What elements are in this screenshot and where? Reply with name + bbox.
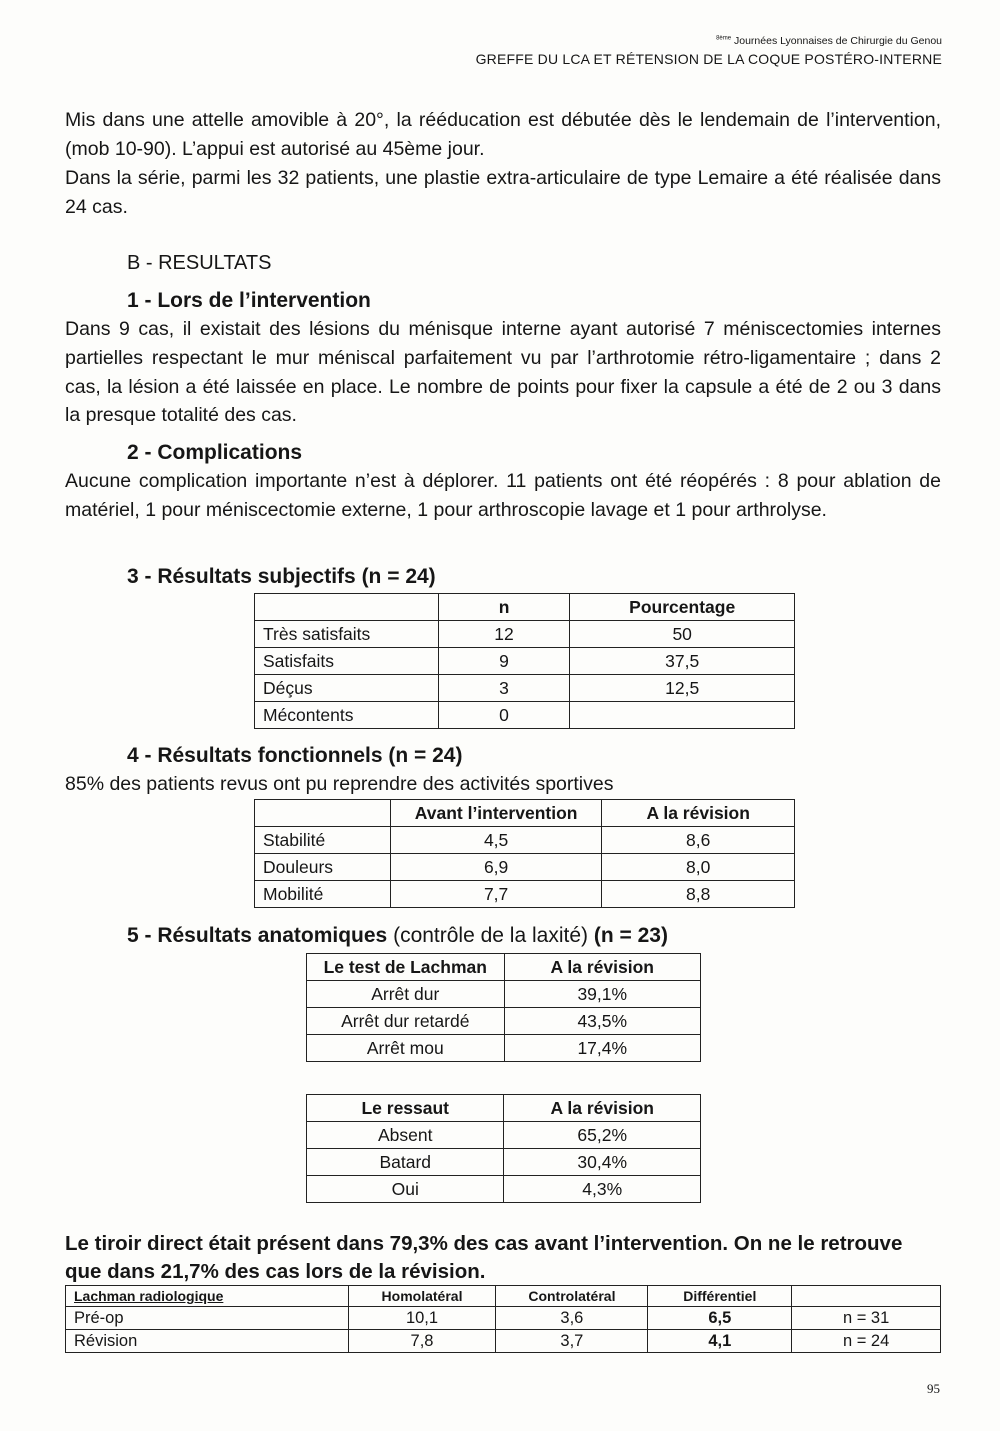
subheading-intervention: 1 - Lors de l’intervention — [127, 289, 371, 312]
cell-value: 4,5 — [390, 827, 602, 854]
sports-note: 85% des patients revus ont pu reprendre des activités sportives — [65, 773, 614, 795]
cell-value: 12,5 — [570, 675, 795, 702]
table-row — [307, 981, 701, 1008]
row-label: Oui — [307, 1176, 504, 1203]
table-ressaut — [306, 1094, 701, 1203]
subheading-anatomical-results: 5 - Résultats anatomiques (contrôle de la laxité) (n = 23) — [127, 924, 668, 947]
table-functional-results — [254, 799, 795, 908]
cell-value: 0 — [438, 702, 570, 729]
cell-value: 4,3% — [504, 1176, 701, 1203]
cell-value: 12 — [438, 621, 570, 648]
header-cell: Homolatéral — [348, 1286, 496, 1307]
intro-paragraph-1: Mis dans une attelle amovible à 20°, la rééducation est débutée dès le lendemain de l’intervention, (mob 10-90). L’appui est autorisé au 45ème jour. — [65, 109, 941, 160]
cell-value: 9 — [438, 648, 570, 675]
header-cell: Différentiel — [648, 1286, 792, 1307]
page-number: 95 — [927, 1381, 940, 1396]
cell-value: 10,1 — [348, 1307, 496, 1330]
cell-value: 8,0 — [602, 854, 795, 881]
cell-value-differential: 6,5 — [648, 1307, 792, 1330]
header-cell: A la révision — [504, 954, 700, 981]
row-label: Batard — [307, 1149, 504, 1176]
table-row — [307, 1122, 701, 1149]
row-label: Pré-op — [66, 1307, 349, 1330]
cell-value: 7,7 — [390, 881, 602, 908]
cell-value: 8,8 — [602, 881, 795, 908]
subheading-functional-results: 4 - Résultats fonctionnels (n = 24) — [127, 744, 463, 767]
cell-value: 50 — [570, 621, 795, 648]
cell-value: 43,5% — [504, 1008, 700, 1035]
running-header-title: GREFFE DU LCA ET RÉTENSION DE LA COQUE POSTÉRO-INTERNE — [475, 51, 942, 67]
row-label: Arrêt dur — [307, 981, 505, 1008]
table-row — [255, 648, 795, 675]
cell-value: 65,2% — [504, 1122, 701, 1149]
intro-paragraph-2: Dans la série, parmi les 32 patients, une plastie extra-articulaire de type Lemaire a été réalisée dans 24 cas. — [65, 167, 941, 218]
table-header-row — [255, 594, 795, 621]
table-row — [255, 827, 795, 854]
header-cell: Le test de Lachman — [307, 954, 505, 981]
header-cell: A la révision — [504, 1095, 701, 1122]
table-row — [255, 881, 795, 908]
row-label: Douleurs — [255, 854, 391, 881]
cell-value: 37,5 — [570, 648, 795, 675]
cell-value-differential: 4,1 — [648, 1330, 792, 1353]
table-row — [66, 1307, 941, 1330]
row-label: Mécontents — [255, 702, 439, 729]
header-cell — [255, 800, 391, 827]
row-label: Arrêt dur retardé — [307, 1008, 505, 1035]
cell-value: 3 — [438, 675, 570, 702]
table-header-row — [307, 954, 701, 981]
paragraph-intervention: Dans 9 cas, il existait des lésions du ménisque interne ayant autorisé 7 méniscectomies internes partielles respectant le mur méniscal parfaitement vu par l’arthrotomie rétro-ligamentaire ; dans 2 cas, la lésion a été laissée en place. Le nombre de points pour fixer la capsule a été de 2 ou 3 dans la presque totalité des cas. — [65, 318, 941, 427]
table-row — [255, 621, 795, 648]
cell-value-count: n = 31 — [792, 1307, 941, 1330]
row-label: Arrêt mou — [307, 1035, 505, 1062]
header-cell: n — [438, 594, 570, 621]
header-cell: Lachman radiologique — [66, 1286, 349, 1307]
cell-value-count: n = 24 — [792, 1330, 941, 1353]
cell-value: 3,6 — [496, 1307, 648, 1330]
table-header-row — [66, 1286, 941, 1307]
section-heading-resultats: B - RESULTATS — [127, 252, 272, 274]
header-cell: Pourcentage — [570, 594, 795, 621]
cell-value: 30,4% — [504, 1149, 701, 1176]
header-cell: Avant l’intervention — [390, 800, 602, 827]
table-row — [307, 1035, 701, 1062]
running-header-meeting: $^{8ème}$ Journées Lyonnaises de Chirurgie du Genou — [716, 35, 942, 47]
cell-value: 7,8 — [348, 1330, 496, 1353]
header-cell — [255, 594, 439, 621]
table-row — [255, 702, 795, 729]
row-label: Très satisfaits — [255, 621, 439, 648]
cell-value: 17,4% — [504, 1035, 700, 1062]
header-cell — [792, 1286, 941, 1307]
cell-value — [570, 702, 795, 729]
cell-value: 39,1% — [504, 981, 700, 1008]
table-lachman-test — [306, 953, 701, 1062]
cell-value: 8,6 — [602, 827, 795, 854]
table-subjective-results — [254, 593, 795, 729]
table-row — [66, 1330, 941, 1353]
table-lachman-radiologique — [65, 1285, 941, 1353]
row-label: Mobilité — [255, 881, 391, 908]
table-row — [255, 675, 795, 702]
header-cell: A la révision — [602, 800, 795, 827]
row-label: Stabilité — [255, 827, 391, 854]
row-label: Révision — [66, 1330, 349, 1353]
cell-value: 6,9 — [390, 854, 602, 881]
subheading-complications: 2 - Complications — [127, 441, 303, 464]
table-header-row — [307, 1095, 701, 1122]
table-row — [255, 854, 795, 881]
cell-value: 3,7 — [496, 1330, 648, 1353]
header-cell: Le ressaut — [307, 1095, 504, 1122]
tiroir-direct-statement: Le tiroir direct était présent dans 79,3% des cas avant l’intervention. On ne le retrouve que dans 21,7% des cas lors de la révision. — [65, 1232, 903, 1283]
row-label: Satisfaits — [255, 648, 439, 675]
paragraph-complications: Aucune complication importante n’est à déplorer. 11 patients ont été réopérés : 8 pour ablation de matériel, 1 pour méniscectomie externe, 1 pour arthroscopie lavage et 1 pour arthrolyse. — [65, 470, 941, 521]
subheading-subjective-results: 3 - Résultats subjectifs (n = 24) — [127, 565, 436, 588]
row-label: Déçus — [255, 675, 439, 702]
table-row — [307, 1149, 701, 1176]
header-cell: Controlatéral — [496, 1286, 648, 1307]
row-label: Absent — [307, 1122, 504, 1149]
table-row — [307, 1008, 701, 1035]
table-row — [307, 1176, 701, 1203]
table-header-row — [255, 800, 795, 827]
